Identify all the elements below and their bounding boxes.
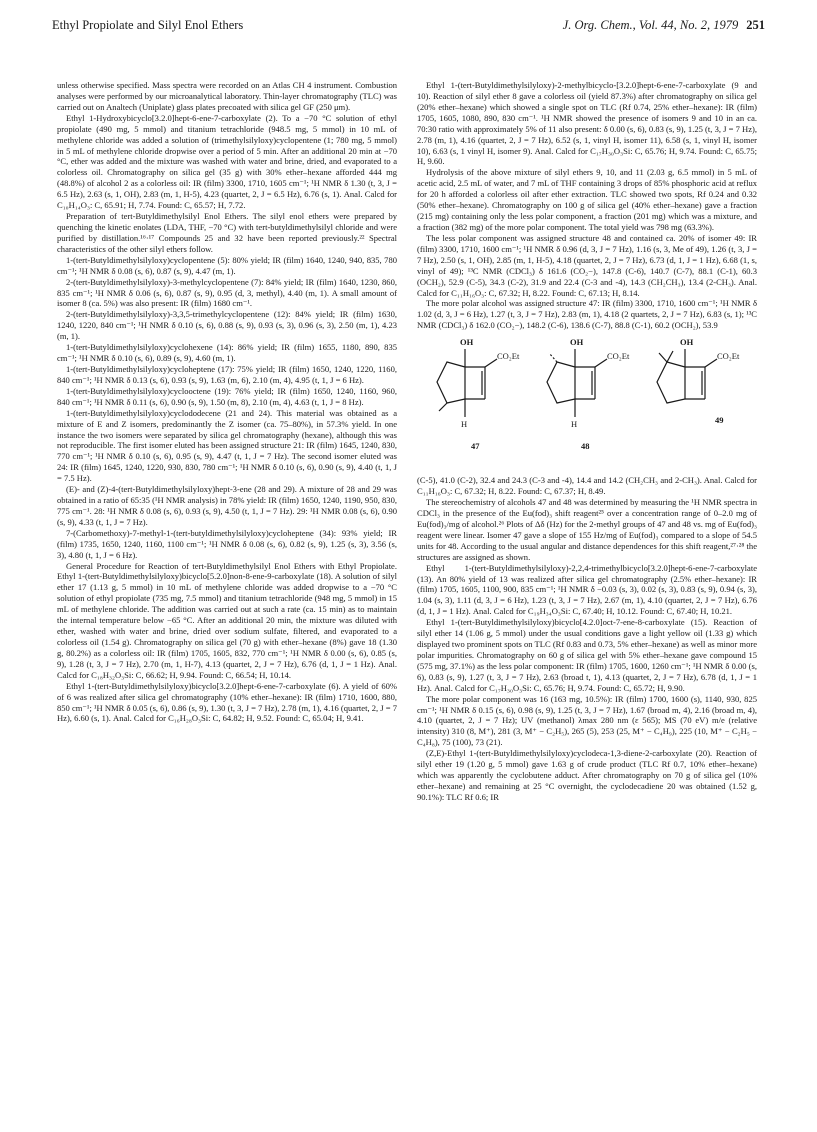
structure-49 bbox=[645, 337, 755, 467]
paragraph: The stereochemistry of alcohols 47 and 48 was determined by measuring the ¹H NMR spectra in CDCl₃ in the presence of the Eu(fod)₃ shift reagent²⁵ over a concentration range of 0–2.0 mg of Eu(fod)₃/mg of alcohol.²⁶ Plots of Δδ (Hz) for the 2-methyl groups of 47 and 48 vs. mg of Eu(fod)₃ reagent were linear. Isomer 47 gave a slope of 155 Hz/mg of Eu(fod)₃ compared to a slope of 54.5 units for 48. According to the usual angular and distance dependences for this shift reagent,²⁷·²⁸ the structures are assigned as shown. bbox=[417, 497, 757, 562]
oh-label: OH bbox=[570, 337, 584, 348]
paragraph: 1-(tert-Butyldimethylsilyloxy)cycloheptene (17): 75% yield; IR (film) 1650, 1240, 1220, 1160, 840 cm⁻¹; ¹H NMR δ 0.13 (s, 6), 0.93 (s, 9), 1.63 (m, 6), 2.10 (m, 4), 4.95 (t, 1, J = 6 Hz). bbox=[57, 363, 397, 385]
right-column bbox=[417, 80, 757, 803]
paragraph: 1-(tert-Butyldimethylsilyloxy)cyclohexene (14): 86% yield; IR (film) 1655, 1180, 890, 835 cm⁻¹; ¹H NMR δ 0.10 (s, 6), 0.89 (s, 9), 4.60 (m, 1). bbox=[57, 342, 397, 364]
header-journal bbox=[563, 18, 765, 33]
paragraph: General Procedure for Reaction of tert-Butyldimethylsilyl Enol Ethers with Ethyl Propiolate. Ethyl 1-(tert-Butyldimethylsilyloxy)bicyclo[5.2.0]non-8-ene-9-carboxylate (18). A solution of silyl ether 17 (1.13 g, 5 mmol) in 10 mL of methylene chloride was added dropwise to a −70 °C solution of ethyl propiolate (735 mg, 7.5 mmol) and titanium tetrachloride (948 mg, 5 mmol) in 15 mL of methylene chloride. The addition was carried out at such a rate (ca. 15 min) as to maintain the internal temperature below −65 °C. After an additional 20 min, the mixture was diluted with ether, washed with water and brine, dried over sodium sulfate, filtered, and evaporated to a colorless oil (1.54 g). Chromatography on silica gel (70 g) with ether–hexane (8%) gave 18 (1.30 g, 80.2%) as a colorless oil: IR (film) 1705, 1605, 832, 770 cm⁻¹; ¹H NMR δ 0.00 (s, 6), 0.85 (s, 9), 1.28 (t, 3, J = 7 Hz), 2.70 (m, 1, H-7), 4.13 (quartet, 2, J = 7 Hz), 6.76 (d, 1, J = 1 Hz). Anal. Calcd for C₁₈H₃₂O₃Si: C, 66.62; H, 9.94. Found: C, 66.54; H, 10.14. bbox=[57, 560, 397, 680]
paragraph: Ethyl 1-Hydroxybicyclo[3.2.0]hept-6-ene-7-carboxylate (2). To a −70 °C solution of ethyl propiolate (490 mg, 5 mmol) and titanium tetrachloride (948.5 mg, 5 mmol) in 10 mL of methylene chloride was added a solution of (trimethylsilyloxy)cyclopentene (1; 780 mg, 5 mmol) in 5 mL of methylene chloride dropwise over a period of 5 min. After an additional 20 min at −70 °C, ether was added and the mixture was washed with water and brine, dried, and evaporated to a colorless oil. Chromatography on silica gel (35 g) with 30% ether–hexane afforded 444 mg (48.8%) of alcohol 2 as a colorless oil: IR (film) 3300, 1710, 1605 cm⁻¹; ¹H NMR δ 1.30 (t, 3, J = 6.5 Hz), 2.63 (s, 1, OH), 2.83 (m, 1, H-5), 4.23 (quartet, 2, J = 6.5 Hz), 6.76 (s, 1). Anal. Calcd for C₁₀H₁₄O₃: C, 65.91; H, 7.74. Found: C, 65.57; H, 7.72. bbox=[57, 112, 397, 211]
structure-figure bbox=[417, 337, 757, 467]
running-header bbox=[52, 18, 765, 40]
header-title: Ethyl Propiolate and Silyl Enol Ethers bbox=[52, 18, 244, 32]
ester-label: CO₂Et bbox=[607, 351, 630, 362]
structure-47 bbox=[425, 337, 535, 467]
paragraph: Hydrolysis of the above mixture of silyl ethers 9, 10, and 11 (2.03 g, 6.5 mmol) in 5 mL of acetic acid, 2.5 mL of water, and 7 mL of THF containing 3 drops of 85% phosphoric acid at reflux for 20 h afforded a colorless oil after ether extraction. TLC showed two spots, Rf 0.24 and 0.32 (50% ether–hexane). Chromatography on 100 g of silica gel (40% ether–hexane) gave a fraction (215 mg) containing only the less polar component, a fraction (201 mg) which was a mixture, and a fraction (382 mg) of the more polar component. The total yield was 798 mg (63.3%). bbox=[417, 167, 757, 232]
journal-citation: J. Org. Chem., Vol. 44, No. 2, 1979 bbox=[562, 18, 739, 32]
paragraph: (E)- and (Z)-4-(tert-Butyldimethylsilyloxy)hept-3-ene (28 and 29). A mixture of 28 and 29 was obtained in a ratio of 65:35 (¹H NMR analysis) in 78% yield: IR (film) 1650, 1240, 1190, 950, 830, 775 cm⁻¹. 28: ¹H NMR δ 0.08 (s, 6), 0.93 (s, 9), 4.50 (t, 1, J = 7 Hz). 29: ¹H NMR 0.08 (s, 6), 0.90 (s, 9), 4.33 (t, 1, J = 7 Hz). bbox=[57, 484, 397, 527]
paragraph: Ethyl 1-(tert-Butyldimethylsilyloxy)-2,2,4-trimethylbicyclo[3.2.0]hept-6-ene-7-carboxylate (13). An 80% yield of 13 was realized after silica gel chromatography (2.5% ether–hexane): IR (film) 1705, 1605, 1100, 900, 835 cm⁻¹; ¹H NMR δ −0.03 (s, 3), 0.02 (s, 3), 0.83 (s, 9), 0.94 (s, 3), 1.04 (s, 3), 1.11 (d, 3, J = 6 Hz), 1.23 (t, 3, J = 7 Hz), 2.67 (m, 1), 4.10 (quartet, 2, J = 7 Hz), 6.76 (d, 1, J = 1 Hz). Anal. Calcd for C₁₉H₃₄O₃Si: C, 67.40; H, 10.12. Found: C, 67.40; H, 10.21. bbox=[417, 562, 757, 617]
paragraph: unless otherwise specified. Mass spectra were recorded on an Atlas CH 4 instrument. Combustion analyses were performed by our microanalytical laboratory. Thin-layer chromatography (TLC) was carried out on Analtech (Uniplate) glass plates precoated with silica gel GF (250 μm). bbox=[57, 80, 397, 112]
paragraph: Ethyl 1-(tert-Butyldimethylsilyloxy)-2-methylbicyclo-[3.2.0]hept-6-ene-7-carboxylate (9 and 10). Reaction of silyl ether 8 gave a colorless oil (yield 87.3%) after chromatography on silica gel (20% ether–hexane) which showed a single spot on TLC (Rf 0.74, 25% ether–hexane): IR (film) 1705, 1605, 1080, 890, 830 cm⁻¹. ¹H NMR showed the presence of isomers 9 and 10 in an ca. 70:30 ratio with approximately 5% of 11 also present: δ 0.00 (s, 6), 0.83 (s, 9), 1.25 (t, 3, J = 7 Hz), 2.78 (m, 1), 4.16 (quartet, 2, J = 7 Hz), 6.52 (s, 1, vinyl H, isomer 11), 6.58 (s, 1, vinyl H, isomer 10), 6.63 (s, 1 vinyl H, isomer 9). Anal. Calcd for C₁₇H₃₀O₃Si: C, 65.76; H, 9.74. Found: C, 65.75; H, 9.60. bbox=[417, 80, 757, 167]
paragraph: The more polar alcohol was assigned structure 47: IR (film) 3300, 1710, 1600 cm⁻¹; ¹H NMR δ 1.02 (d, 3, J = 6 Hz), 1.27 (t, 3, J = 7 Hz), 2.83 (m, 1), 4.18 (2 quartets, 2, J = 7 Hz), 6.83 (s, 1); ¹³C NMR (CDCl₃) δ 162.0 (CO₂−), 148.2 (C-6), 138.6 (C-7), 88.8 (C-1), 60.2 (OCH₂), 53.9 bbox=[417, 298, 757, 331]
paragraph: 1-(tert-Butyldimethylsilyloxy)cyclododecene (21 and 24). This material was obtained as a mixture of E and Z isomers, predominantly the Z isomer (ca. 75–80%), in 57.3% yield. In one instance the two isomers were separated by silica gel chromatography (hexane), although this was not reproducible. The first isomer eluted has been assigned structure 21: IR (film) 1645, 1240, 830, 770 cm⁻¹; ¹H NMR δ 0.10 (s, 6), 0.95 (s, 9), 4.47 (t, 1, J = 7 Hz). The second isomer eluted was 24: IR (film) 1645, 1240, 1220, 930, 830, 780 cm⁻¹; ¹H NMR δ 0.10 (s, 6), 0.90 (s, 9), 4.40 (t, 1, J = 7.5 Hz). bbox=[57, 407, 397, 484]
ester-label: CO₂Et bbox=[717, 351, 740, 362]
page-number: 251 bbox=[746, 18, 765, 32]
paragraph: 1-(tert-Butyldimethylsilyloxy)cyclooctene (19): 76% yield; IR (film) 1650, 1240, 1160, 960, 840 cm⁻¹; ¹H NMR δ 0.11 (s, 6), 0.90 (s, 9), 1.50 (m, 8), 2.10 (m, 4), 4.63 (t, 1, J = 8 Hz). bbox=[57, 385, 397, 407]
paragraph: The less polar component was assigned structure 48 and contained ca. 20% of isomer 49: IR (film) 3300, 1710, 1600 cm⁻¹; ¹H NMR δ 0.96 (d, 3, J = 7 Hz), 1.16 (s, 3, Me of 49), 1.26 (t, 3, J = 7 Hz), 2.50 (s, 1, OH), 2.85 (m, 1, H-5), 4.18 (quartet, 2, J = 7 Hz), 6.73 (d, 1, J = 1 Hz), 6.68 (1, s, vinyl of 49); ¹³C NMR (CDCl₃) δ 161.6 (CO₂−), 147.8 (C-6), 140.7 (C-7), 88.1 (C-1), 60.3 (OCH₂), 52.9 (C-5), 34.3 (C-2), 31.9 and 22.4 (C-3 and -4), 14.3 (CH₂CH₃), 13.4 (2-CH₃). Anal. Calcd for C₁₁H₁₆O₃: C, 67.32; H, 8.22. Found: C, 67.13; H, 8.14. bbox=[417, 232, 757, 298]
paragraph: Preparation of tert-Butyldimethylsilyl Enol Ethers. The silyl enol ethers were prepared by quenching the kinetic enolates (LDA, THF, −70 °C) with tert-butyldimethylsilyl chloride and were purified by distillation.¹⁶·¹⁷ Compounds 25 and 32 have been reported previously.²² Spectral characteristics of the other silyl ethers follow. bbox=[57, 211, 397, 254]
paragraph: 7-(Carbomethoxy)-7-methyl-1-(tert-butyldimethylsilyloxy)cycloheptene (34): 93% yield; IR (film) 1735, 1650, 1240, 1160, 1100 cm⁻¹; ¹H NMR δ 0.08 (s, 6), 0.82 (s, 9), 1.25 (s, 3), 3.56 (s, 3), 4.80 (t, 1, J = 6 Hz). bbox=[57, 527, 397, 560]
structure-48 bbox=[535, 337, 645, 467]
paragraph: 2-(tert-Butyldimethylsilyloxy)-3,3,5-trimethylcyclopentene (12): 84% yield; IR (film) 1630, 1240, 1220, 840 cm⁻¹; ¹H NMR δ 0.10 (s, 6), 0.88 (s, 9), 0.93 (s, 3), 0.96 (s, 3), 2.50 (m, 1), 4.23 (m, 1). bbox=[57, 309, 397, 342]
left-column bbox=[57, 80, 397, 724]
paragraph: (Z,E)-Ethyl 1-(tert-Butyldimethylsilyloxy)cyclodeca-1,3-diene-2-carboxylate (20). Reaction of silyl ether 19 (1.20 g, 5 mmol) gave 1.63 g of crude product (TLC Rf 0.7, 10% ether–hexane) which was apparently the cyclobutene adduct. After chromatography on 70 g of silica gel (10% ether–hexane) and remaining at 25 °C overnight, the cyclodecadiene 20 was obtained (1.52 g, 90.1%): TLC Rf 0.6; IR bbox=[417, 748, 757, 802]
paragraph: Ethyl 1-(tert-Butyldimethylsilyloxy)bicyclo[4.2.0]oct-7-ene-8-carboxylate (15). Reaction of silyl ether 14 (1.06 g, 5 mmol) under the usual conditions gave a light yellow oil (1.33 g) which displayed two prominent spots on TLC (Rf 0.83 and 0.73, 5% ether–hexane) as well as minor more polar impurities. Chromatography on 60 g of silica gel with 5% ether–hexane gave compound 15 (575 mg, 37.1%) as the less polar component: IR (film) 1705, 1600, 1260 cm⁻¹; ¹H NMR δ 0.00 (s, 6), 0.83 (s, 9), 1.27 (t, 3, J = 7 Hz), 2.63 (broad t, 1), 4.13 (quartet, 2, J = 7 Hz), 6.78 (d, 1, J = 1 Hz). Anal. Calcd for C₁₇H₃₀O₃Si: C, 65.76; H, 9.74. Found: C, 65.72; H, 9.90. bbox=[417, 617, 757, 693]
ester-label: CO₂Et bbox=[497, 351, 520, 362]
paragraph: 2-(tert-Butyldimethylsilyloxy)-3-methylcyclopentene (7): 84% yield; IR (film) 1640, 1230, 860, 835 cm⁻¹; ¹H NMR δ 0.06 (s, 6), 0.87 (s, 9), 0.95 (d, 3, methyl), 4.40 (m, 1). A small amount of isomer 8 (ca. 5%) was also present: IR (film) 1680 cm⁻¹. bbox=[57, 276, 397, 309]
oh-label: OH bbox=[680, 337, 694, 348]
paragraph: (C-5), 41.0 (C-2), 32.4 and 24.3 (C-3 and -4), 14.4 and 14.2 (CH₂CH₃ and 2-CH₃). Anal. Calcd for C₁₁H₁₆O₃: C, 67.32; H, 8.22. Found: C, 67.37; H, 8.49. bbox=[417, 475, 757, 497]
compound-number: 49 bbox=[715, 415, 724, 426]
h-label: H bbox=[571, 419, 578, 430]
paragraph: 1-(tert-Butyldimethylsilyloxy)cyclopentene (5): 80% yield; IR (film) 1640, 1240, 940, 835, 780 cm⁻¹; ¹H NMR δ 0.08 (s, 6), 0.87 (s, 9), 4.47 (m, 1). bbox=[57, 254, 397, 276]
paragraph: Ethyl 1-(tert-Butyldimethylsilyloxy)bicyclo[3.2.0]hept-6-ene-7-carboxylate (6). A yield of 60% of 6 was realized after silica gel chromatography (10% ether–hexane): IR (film) 1710, 1600, 880, 850 cm⁻¹; ¹H NMR δ 0.05 (s, 6), 0.86 (s, 9), 1.30 (t, 3, J = 7 Hz), 2.78 (m, 1), 4.16 (quartet, 2, J = 7 Hz), 6.60 (s, 1). Anal. Calcd for C₁₆H₂₈O₃Si: C, 64.82; H, 9.52. Found: C, 65.04; H, 9.41. bbox=[57, 680, 397, 724]
compound-number: 48 bbox=[581, 441, 590, 452]
oh-label: OH bbox=[460, 337, 474, 348]
compound-number: 47 bbox=[471, 441, 480, 452]
h-label: H bbox=[461, 419, 468, 430]
paragraph: The more polar component was 16 (163 mg, 10.5%): IR (film) 1700, 1600 (s), 1140, 930, 825 cm⁻¹; ¹H NMR δ 0.15 (s, 6), 0.98 (s, 9), 1.25 (t, 3, J = 7 Hz), 1.67 (broad m, 4), 2.16 (broad m, 4), 4.10 (quartet, 2, J = 7 Hz); UV (methanol) λmax 280 nm (ε 565); MS (70 eV) m/e (relative intensity) 310 (8, M⁺), 281 (3, M⁺ − C₂H₅), 265 (5), 253 (25, M⁺ − C₄H₉), 225 (10, M⁺ − C₂H₅ − C₄H₈), 75 (100), 73 (21). bbox=[417, 693, 757, 748]
